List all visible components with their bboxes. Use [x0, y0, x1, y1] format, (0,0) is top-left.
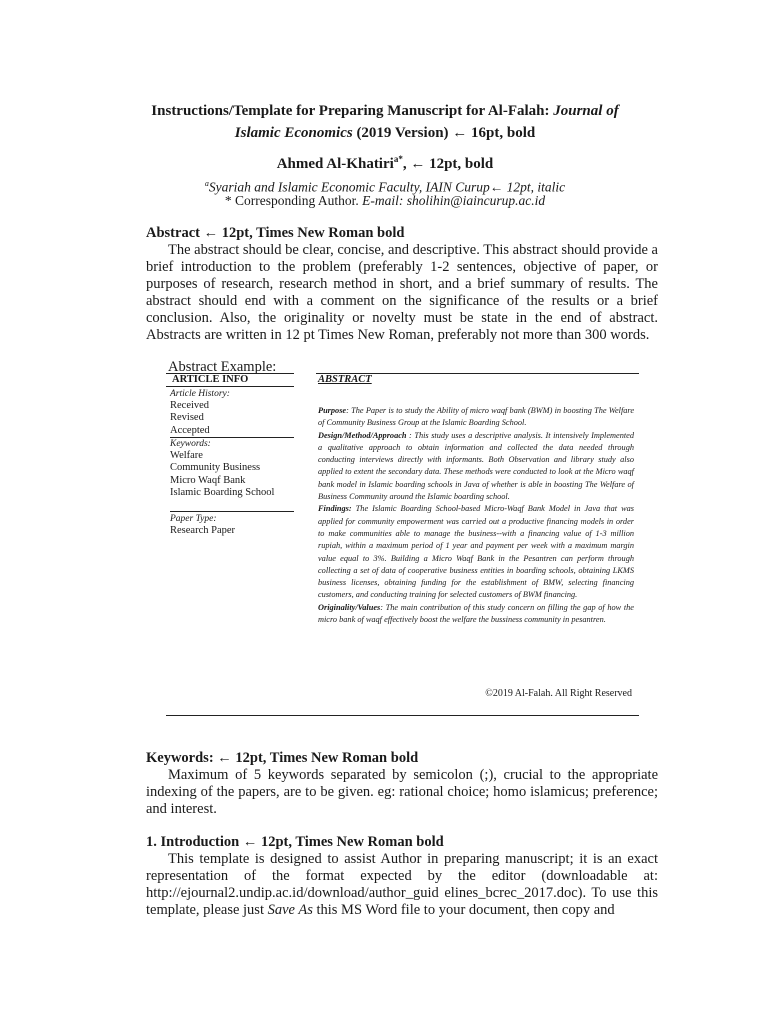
- title-line1: Instructions/Template for Preparing Manuscript for Al-Falah:: [151, 103, 554, 119]
- paper-type-label: Paper Type:: [170, 514, 217, 524]
- intro-save-as: Save As: [267, 902, 313, 918]
- history-accepted: Accepted: [170, 424, 210, 436]
- abstract-box-heading: ABSTRACT: [318, 374, 372, 385]
- affiliation-sup: a: [204, 179, 209, 188]
- article-info-divider-2: [170, 511, 294, 512]
- findings-label: Findings:: [318, 504, 352, 514]
- keyword-item: Micro Waqf Bank: [170, 474, 246, 486]
- keywords-block: [170, 438, 294, 499]
- affiliation-text: Syariah and Islamic Economic Faculty, IAIN Curup: [208, 179, 490, 195]
- history-revised: Revised: [170, 412, 204, 424]
- originality-label: Originality/Values: [318, 602, 381, 612]
- copyright-notice: ©2019 Al-Falah. All Right Reserved: [485, 688, 632, 699]
- abstract-body: The abstract should be clear, concise, and descriptive. This abstract should provide a brief introduction to the problem (preferably 1-2 sentences, objective of paper, or purposes of research, research method in short, and a brief summary of results. The abstract should end with a comment on the significance of the results or a brief conclusion. Also, the originality or novelty must be state in the end of abstract. Abstracts are written in 12 pt Times New Roman, preferably not more than 300 words.: [146, 242, 658, 343]
- purpose-label: Purpose: [318, 406, 347, 415]
- author-sup: a*: [393, 154, 403, 164]
- keyword-item: Islamic Boarding School: [170, 486, 275, 498]
- introduction-heading: 1. Introduction ← 12pt, Times New Roman bold: [146, 834, 444, 850]
- author-note: , ← 12pt, bold: [402, 156, 494, 172]
- keywords-heading: Keywords: ← 12pt, Times New Roman bold: [146, 750, 419, 766]
- affiliation-note: ← 12pt, italic: [489, 179, 566, 195]
- paper-type-value: Research Paper: [170, 525, 236, 537]
- purpose-paragraph: [318, 405, 634, 430]
- intro-text-a: This template is designed to assist Author in preparing manuscript; it is an exact representation of the format expected by the editor (downloadable at: http://ejournal2.undip.ac.id/download/author_guid elines_bcrec_2017.doc). To use this template, please just: [146, 851, 658, 918]
- corresponding-prefix: * Corresponding Author.: [224, 193, 363, 208]
- article-info-head-rule: [166, 386, 294, 387]
- abstract-box-bottom-rule: [166, 715, 639, 716]
- findings-text: The Islamic Boarding School-based Micro-Waqf Bank Model in Java that was applied for community empowerment was carried out a productive financing models in order to make communities able to manage the business--with a financing value of 1-3 million rupiah, within a maximum period of 1 year and payment per week with a maximum margin value equal to 3%. Building a Micro Waqf Bank in the Pesantren can perform through collecting a set of data of cooperative business entities in boarding schools, obtaining LKMS business licenses, obtaining funding for the establishment of BMW, selecting financing customers, and conducting training for selected customers of BWM financing.: [318, 504, 634, 600]
- history-received: Received: [170, 400, 210, 412]
- design-label: Design/Method/Approach: [318, 430, 407, 440]
- keywords-label: Keywords:: [170, 439, 211, 449]
- page-title: [130, 100, 640, 144]
- title-journal-part1: Journal of: [553, 103, 619, 119]
- abstract-example-label: Abstract Example:: [168, 359, 277, 375]
- keyword-item: Welfare: [170, 450, 203, 462]
- introduction-body: [146, 851, 658, 919]
- abstract-heading: Abstract ← 12pt, Times New Roman bold: [146, 225, 405, 241]
- keywords-body: Maximum of 5 keywords separated by semicolon (;), crucial to the appropriate indexing of the papers, are to be given. eg: rational choice; homo islamicus; preference; and interest.: [146, 767, 658, 817]
- originality-paragraph: [318, 602, 634, 627]
- title-version-note: (2019 Version) ← 16pt, bold: [352, 125, 536, 141]
- purpose-text: : The Paper is to study the Ability of micro waqf bank (BWM) in boosting The Welfare of Community Business Group at the Islamic Boarding School.: [318, 406, 634, 428]
- abstract-box-body: [318, 405, 634, 626]
- corresponding-email: E-mail: sholihin@iaincurup.ac.id: [362, 193, 546, 208]
- author-line: [130, 154, 640, 173]
- intro-text-b: this MS Word file to your document, then copy and: [312, 902, 615, 918]
- article-info-heading: ARTICLE INFO: [172, 374, 249, 385]
- corresponding-author-line: [130, 192, 640, 209]
- article-history-block: [170, 388, 294, 437]
- paper-type-block: [170, 513, 294, 537]
- design-text: : This study uses a descriptive analysis. It intensively Implemented a qualitative approach to obtain information and collected the data needed through conducting interviews directly with informants. Both Observation and library study also applied to extent the secondary data. These methods were conducted to look at the Micro waqf bank model in Islamic boarding schools in Java of whether is able in boosting The Welfare of Business Community around the Islamic boarding school.: [318, 430, 634, 502]
- keyword-item: Community Business: [170, 462, 261, 474]
- article-history-label: Article History:: [170, 389, 230, 399]
- originality-text: : The main contribution of this study concern on filling the gap of how the micro bank of waqf effectively boost the welfare the bussiness community in pesantren.: [318, 602, 634, 625]
- design-paragraph: [318, 430, 634, 504]
- findings-paragraph: [318, 503, 634, 601]
- title-journal-part2: Islamic Economics: [234, 125, 353, 141]
- author-name: Ahmed Al-Khatiri: [276, 156, 394, 172]
